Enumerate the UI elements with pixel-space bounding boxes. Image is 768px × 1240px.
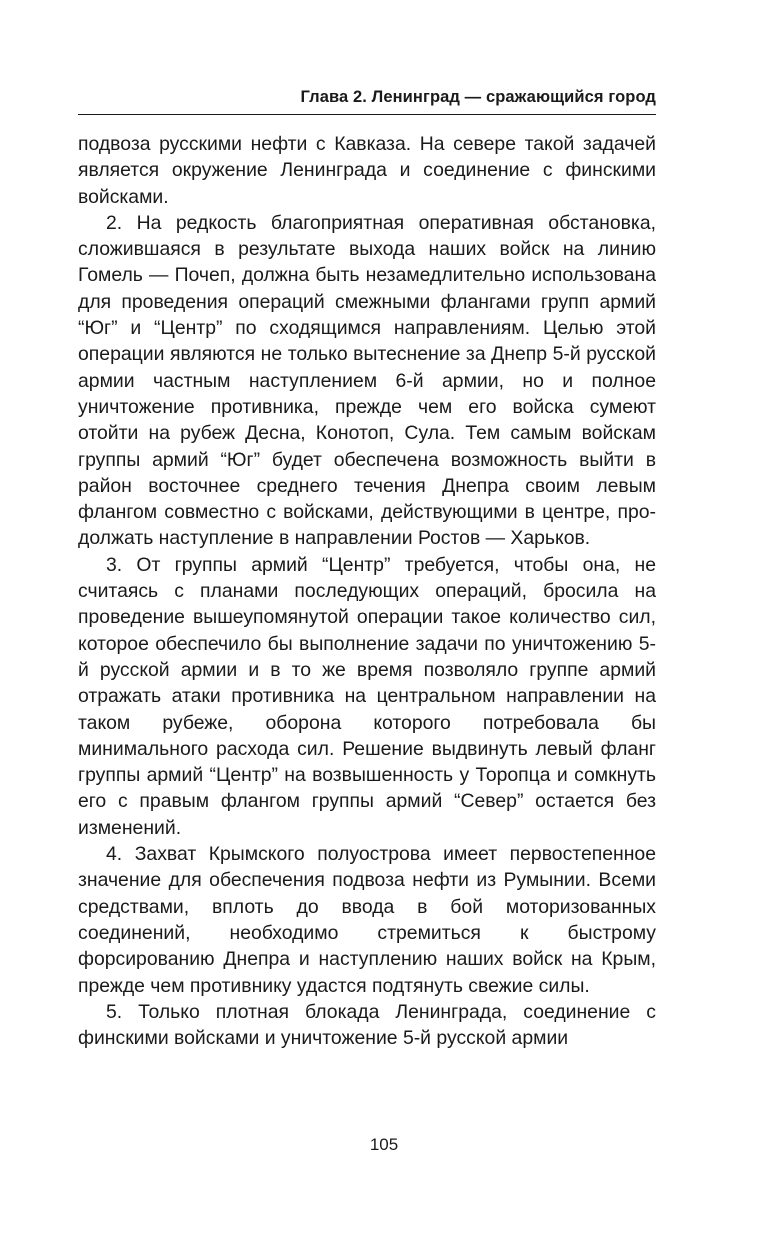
running-header: Глава 2. Ленинград — сражающийся город xyxy=(78,86,656,115)
paragraph-3: 3. От группы армий “Центр” требуется, чтобы она, не считаясь с планами последующих операций, бросила на проведение вышеупомянутой операции такое количество сил, которое обеспечило бы выполнение задачи по уничтожению 5-й русской армии и в то же время позволяло группе армий отражать атаки противника на центральном направлении на таком рубеже, оборона которого потребовала бы минимального расхода сил. Решение выдвинуть левый фланг группы армий “Центр” на возвышенность у Торопца и сомкнуть его с правым флангом группы армий “Север” остается без изменений. xyxy=(78,553,656,839)
paragraph-4: 4. Захват Крымского полуострова имеет первостепенное значение для обеспечения подвоза нефти из Румынии. Всеми средствами, вплоть до ввода в бой моторизованных соединений, необходимо стремиться к быстрому форсированию Днепра и наступлению наших войск на Крым, прежде чем противнику удастся подтянуть свежие силы. xyxy=(78,843,656,997)
paragraph-continuation: подвоза русскими нефти с Кавказа. На севере такой задачей является окружение Ленинграда и соединение с финскими войсками. xyxy=(78,133,656,208)
paragraph-2: 2. На редкость благоприятная оперативная обстановка, сложившаяся в результате выхода наших войск на линию Гомель — Почеп, должна быть незамедлительно использована для проведения операций смежными флангами групп армий “Юг” и “Центр” по сходящимся направлениям. Целью этой операции являются не только вытеснение за Днепр 5-й русской армии частным наступлением 6-й армии, но и полное уничтожение противника, прежде чем его войска сумеют отойти на рубеж Десна, Конотоп, Сула. Тем самым войскам группы армий “Юг” будет обеспечена возможность выйти в район восточнее среднего течения Днепра своим левым флангом совместно с войсками, действующими в центре, продолжать наступление в направлении Ростов — Харьков. xyxy=(78,211,656,550)
body-text xyxy=(78,131,656,1051)
paragraph-5: 5. Только плотная блокада Ленинграда, соединение с финскими войсками и уничтожение 5-й русской армии xyxy=(78,1000,656,1050)
page-number: 105 xyxy=(369,1135,399,1154)
book-page xyxy=(78,86,656,1051)
